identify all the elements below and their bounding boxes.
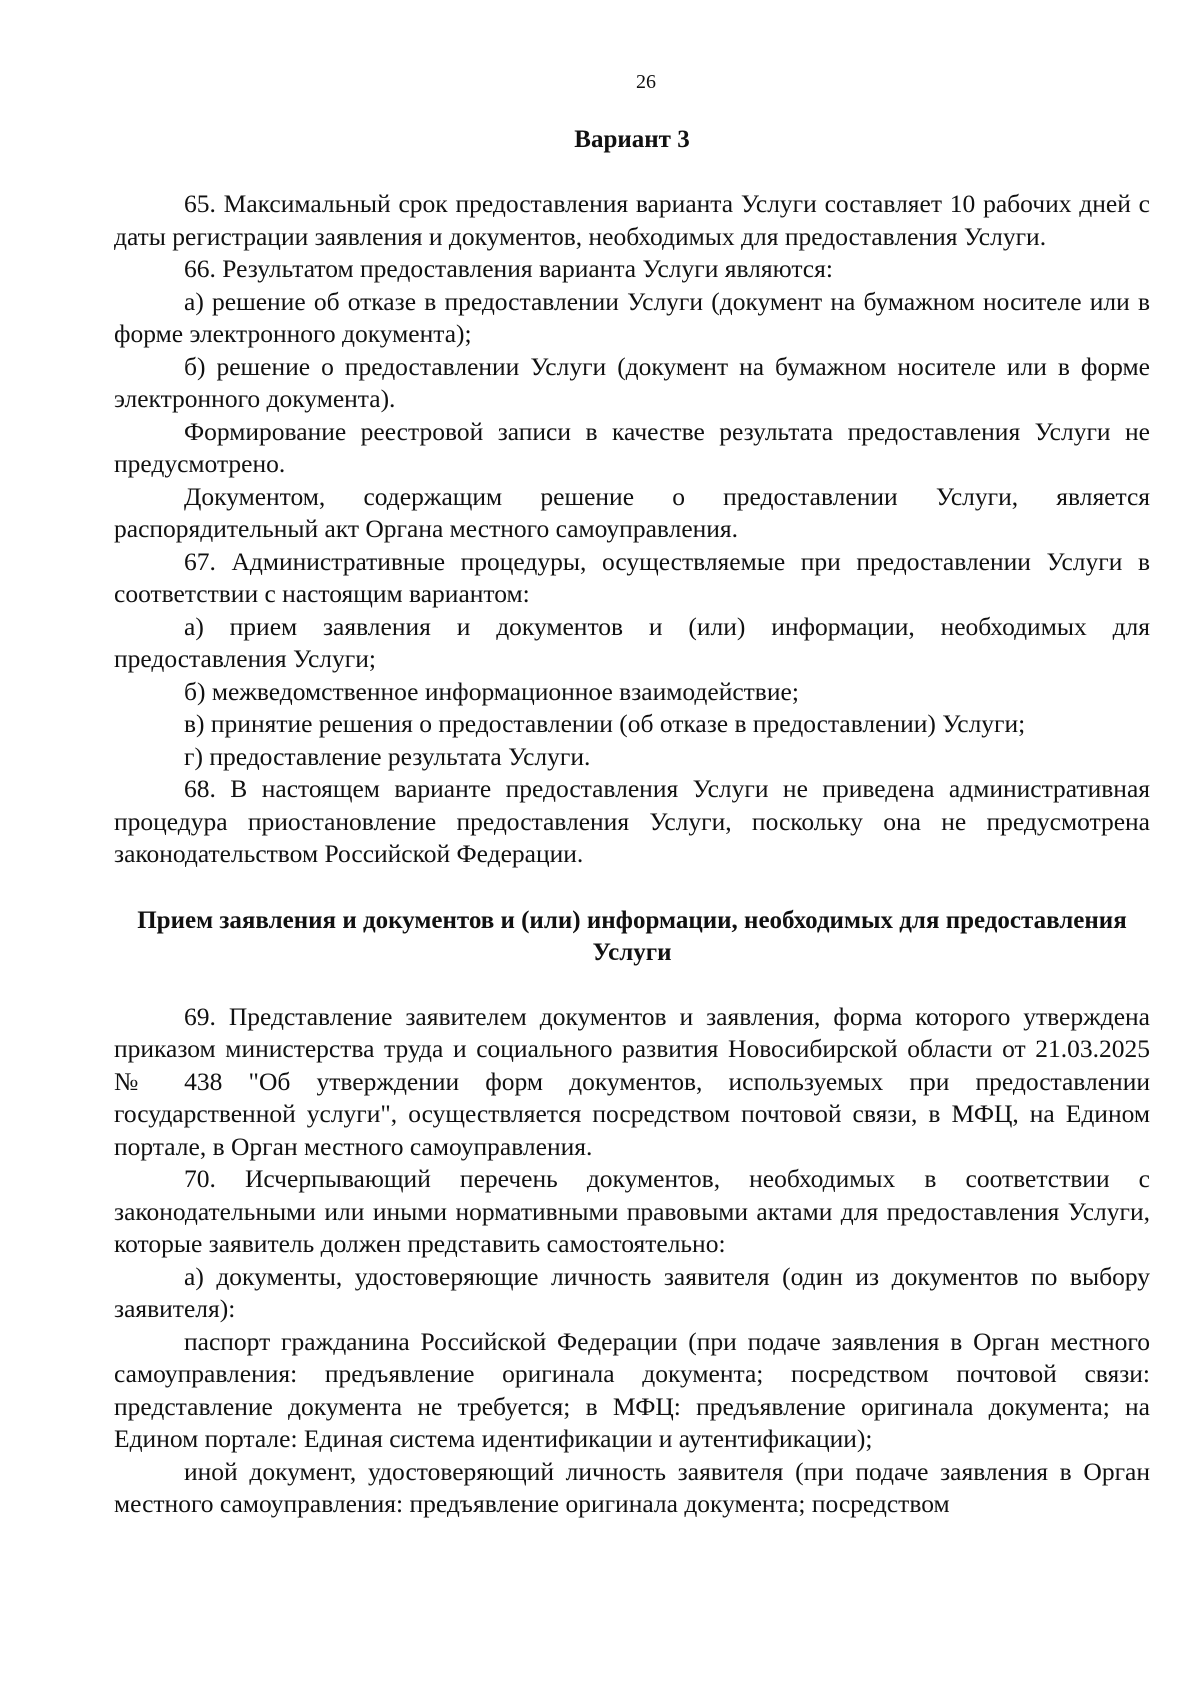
- paragraph: 65. Максимальный срок предоставления варианта Услуги составляет 10 рабочих дней с даты регистрации заявления и документов, необходимых для предоставления Услуги.: [114, 189, 1150, 251]
- paragraphs-block-1: [114, 188, 1150, 871]
- paragraphs-block-2: [114, 1001, 1150, 1521]
- section-heading: Прием заявления и документов и (или) информации, необходимых для предоставления Услуги: [137, 906, 1127, 966]
- paragraph: 69. Представление заявителем документов и заявления, форма которого утверждена приказом министерства труда и социального развития Новосибирской области от 21.03.2025 № 438 "Об утверждении форм документов, используемых при предоставлении государственной услуги", осуществляется посредством почтовой связи, в МФЦ, на Едином портале, в Орган местного самоуправления.: [114, 1001, 1150, 1161]
- paragraph: иной документ, удостоверяющий личность заявителя (при подаче заявления в Орган местного самоуправления: предъявление оригинала документа; посредством: [114, 1456, 1150, 1518]
- page-number: 26: [636, 71, 656, 93]
- variant-heading: Вариант 3: [574, 126, 690, 153]
- paragraph: 68. В настоящем варианте предоставления Услуги не приведена административная процедура приостановление предоставления Услуги, поскольку она не предусмотрена законодательством Российской Федерации.: [114, 774, 1150, 868]
- paragraph: г) предоставление результата Услуги.: [184, 741, 591, 771]
- paragraph: а) решение об отказе в предоставлении Услуги (документ на бумажном носителе или в форме электронного документа);: [114, 286, 1150, 348]
- paragraph: б) межведомственное информационное взаимодействие;: [184, 676, 799, 706]
- paragraph: в) принятие решения о предоставлении (об отказе в предоставлении) Услуги;: [184, 709, 1026, 738]
- paragraph: а) прием заявления и документов и (или) информации, необходимых для предоставления Услуги;: [114, 611, 1150, 673]
- paragraph: Документом, содержащим решение о предоставлении Услуги, является распорядительный акт Органа местного самоуправления.: [114, 481, 1150, 543]
- paragraph: 66. Результатом предоставления варианта Услуги являются:: [184, 254, 833, 283]
- paragraph: а) документы, удостоверяющие личность заявителя (один из документов по выбору заявителя):: [114, 1261, 1150, 1323]
- paragraph: паспорт гражданина Российской Федерации (при подаче заявления в Орган местного самоуправления: предъявление оригинала документа; посредством почтовой связи: представление документа не требуется; в МФЦ: предъявление оригинала документа; на Едином портале: Единая система идентификации и аутентификации);: [114, 1326, 1150, 1453]
- paragraph: Формирование реестровой записи в качестве результата предоставления Услуги не предусмотрено.: [114, 416, 1150, 478]
- paragraph: б) решение о предоставлении Услуги (документ на бумажном носителе или в форме электронного документа).: [114, 351, 1150, 413]
- paragraph: 67. Административные процедуры, осуществляемые при предоставлении Услуги в соответствии с настоящим вариантом:: [114, 546, 1150, 608]
- paragraph: 70. Исчерпывающий перечень документов, необходимых в соответствии с законодательными или иными нормативными правовыми актами для предоставления Услуги, которые заявитель должен представить самостоятельно:: [114, 1164, 1150, 1258]
